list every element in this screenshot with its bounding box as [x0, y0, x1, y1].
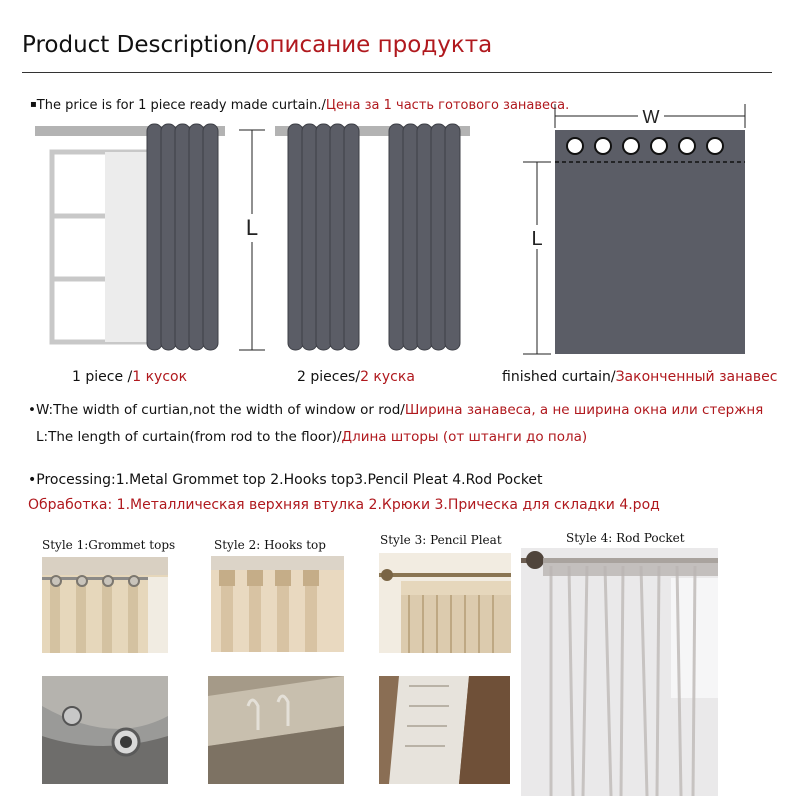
width-description — [28, 402, 763, 418]
diagram-two-pieces — [275, 118, 475, 358]
style-label-grommet: Style 1:Grommet tops — [42, 538, 176, 552]
caption-ru: 1 кусок — [132, 369, 188, 385]
width-description-en: •W:The width of curtian,not the width of window or rod/ — [28, 402, 405, 418]
style-label-rod-pocket: Style 4: Rod Pocket — [566, 531, 685, 545]
pencil-pleat-photo — [379, 553, 511, 653]
length-label: L — [245, 215, 259, 240]
curtain-panel — [147, 124, 218, 350]
price-note-ru: Цена за 1 часть готового занавеса. — [325, 98, 570, 113]
diagram-one-piece — [30, 118, 275, 358]
caption-two-pieces — [297, 369, 415, 385]
title-en: Product Description/ — [22, 32, 256, 58]
caption-en: 1 piece / — [72, 369, 133, 385]
caption-ru: 2 куска — [360, 369, 415, 385]
curtain-panel-right — [389, 124, 460, 350]
page-title — [22, 32, 492, 58]
hooks-top-photo — [211, 556, 344, 652]
length-description-en: L:The length of curtain(from rod to the floor)/ — [36, 429, 342, 445]
length-label: L — [531, 228, 543, 250]
length-description — [36, 429, 587, 445]
price-note-en: The price is for 1 piece ready made curtain./ — [36, 98, 326, 113]
bullet-icon: ▪ — [30, 99, 37, 110]
style-label-pencil-pleat: Style 3: Pencil Pleat — [380, 533, 502, 547]
diagram-finished-curtain — [515, 100, 755, 360]
title-divider — [22, 72, 772, 73]
curtain-panel-left — [288, 124, 359, 350]
pencil-pleat-detail-photo — [379, 676, 510, 784]
caption-ru: Законченный занавес — [615, 369, 778, 385]
style-label-hooks: Style 2: Hooks top — [214, 538, 326, 552]
processing-ru: Обработка: 1.Металлическая верхняя втулка 2.Крюки 3.Прическа для складки 4.род — [28, 497, 660, 513]
caption-en: finished curtain/ — [502, 369, 616, 385]
caption-one-piece — [72, 369, 187, 385]
curtain-panel — [555, 130, 745, 354]
processing-en: •Processing:1.Metal Grommet top 2.Hooks top3.Pencil Pleat 4.Rod Pocket — [28, 472, 543, 488]
price-note — [30, 98, 569, 113]
caption-en: 2 pieces/ — [297, 369, 361, 385]
width-label: W — [642, 107, 660, 127]
caption-finished-curtain — [502, 369, 777, 385]
length-description-ru: Длина шторы (от штанги до пола) — [341, 429, 588, 445]
title-ru: описание продукта — [255, 32, 493, 58]
rod-pocket-photo — [521, 548, 718, 796]
hooks-detail-photo — [208, 676, 344, 784]
grommet-detail-photo — [42, 676, 168, 784]
length-marker — [523, 162, 551, 354]
width-description-ru: Ширина занавеса, а не ширина окна или стержня — [404, 402, 764, 418]
grommet-top-photo — [42, 557, 168, 653]
